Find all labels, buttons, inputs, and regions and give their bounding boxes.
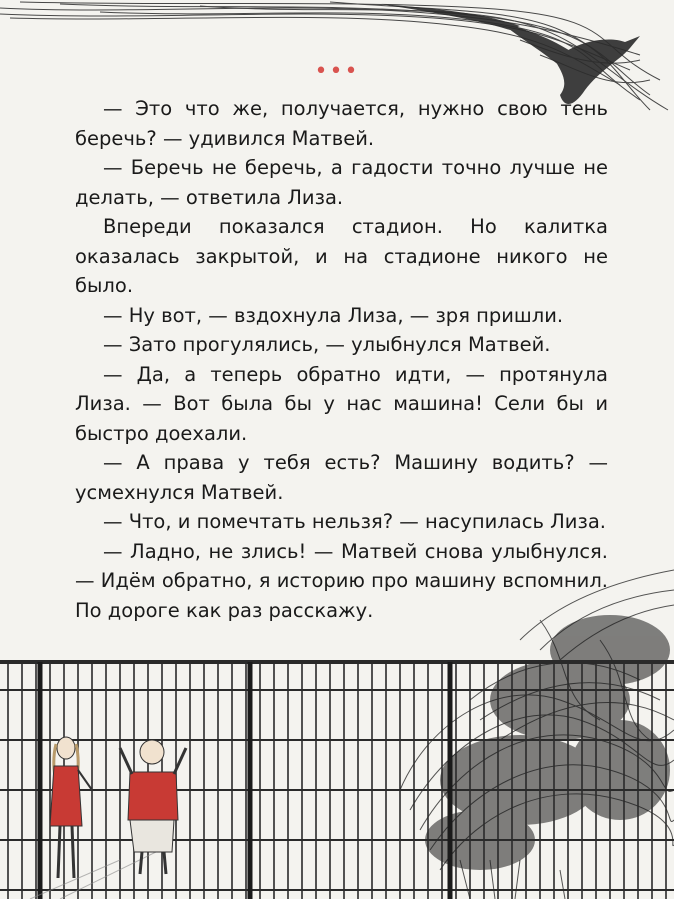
section-ornament: ••• [314, 59, 360, 84]
story-text [75, 94, 608, 625]
paragraph: — Ну вот, — вздохнула Лиза, — зря пришли. [103, 303, 564, 327]
paragraph: — Это что же, получается, нужно свою тень беречь? — удивился Матвей. [75, 97, 608, 150]
paragraph: — А права у тебя есть? Машину водить? — усмехнулся Матвей. [75, 451, 608, 504]
paragraph: — Беречь не беречь, а гадости точно лучше не делать, — ответила Лиза. [75, 156, 608, 209]
paragraph: — Ладно, не злись! — Матвей снова улыбнулся. — Идём обратно, я историю про машину вспомнил. По дороге как раз расскажу. [75, 539, 608, 622]
stadium-fence-illustration [0, 640, 674, 899]
paragraph: — Зато прогулялись, — улыбнулся Матвей. [103, 333, 551, 356]
girl-figure [50, 737, 92, 878]
paragraph: — Да, а теперь обратно идти, — протянула Лиза. — Вот была бы у нас машина! Сели бы и быстро доехали. [75, 362, 608, 445]
paragraph: Впереди показался стадион. Но калитка оказалась закрытой, и на стадионе никого не было. [75, 215, 608, 297]
paragraph: — Что, и помечтать нельзя? — насупилась Лиза. [103, 510, 607, 533]
